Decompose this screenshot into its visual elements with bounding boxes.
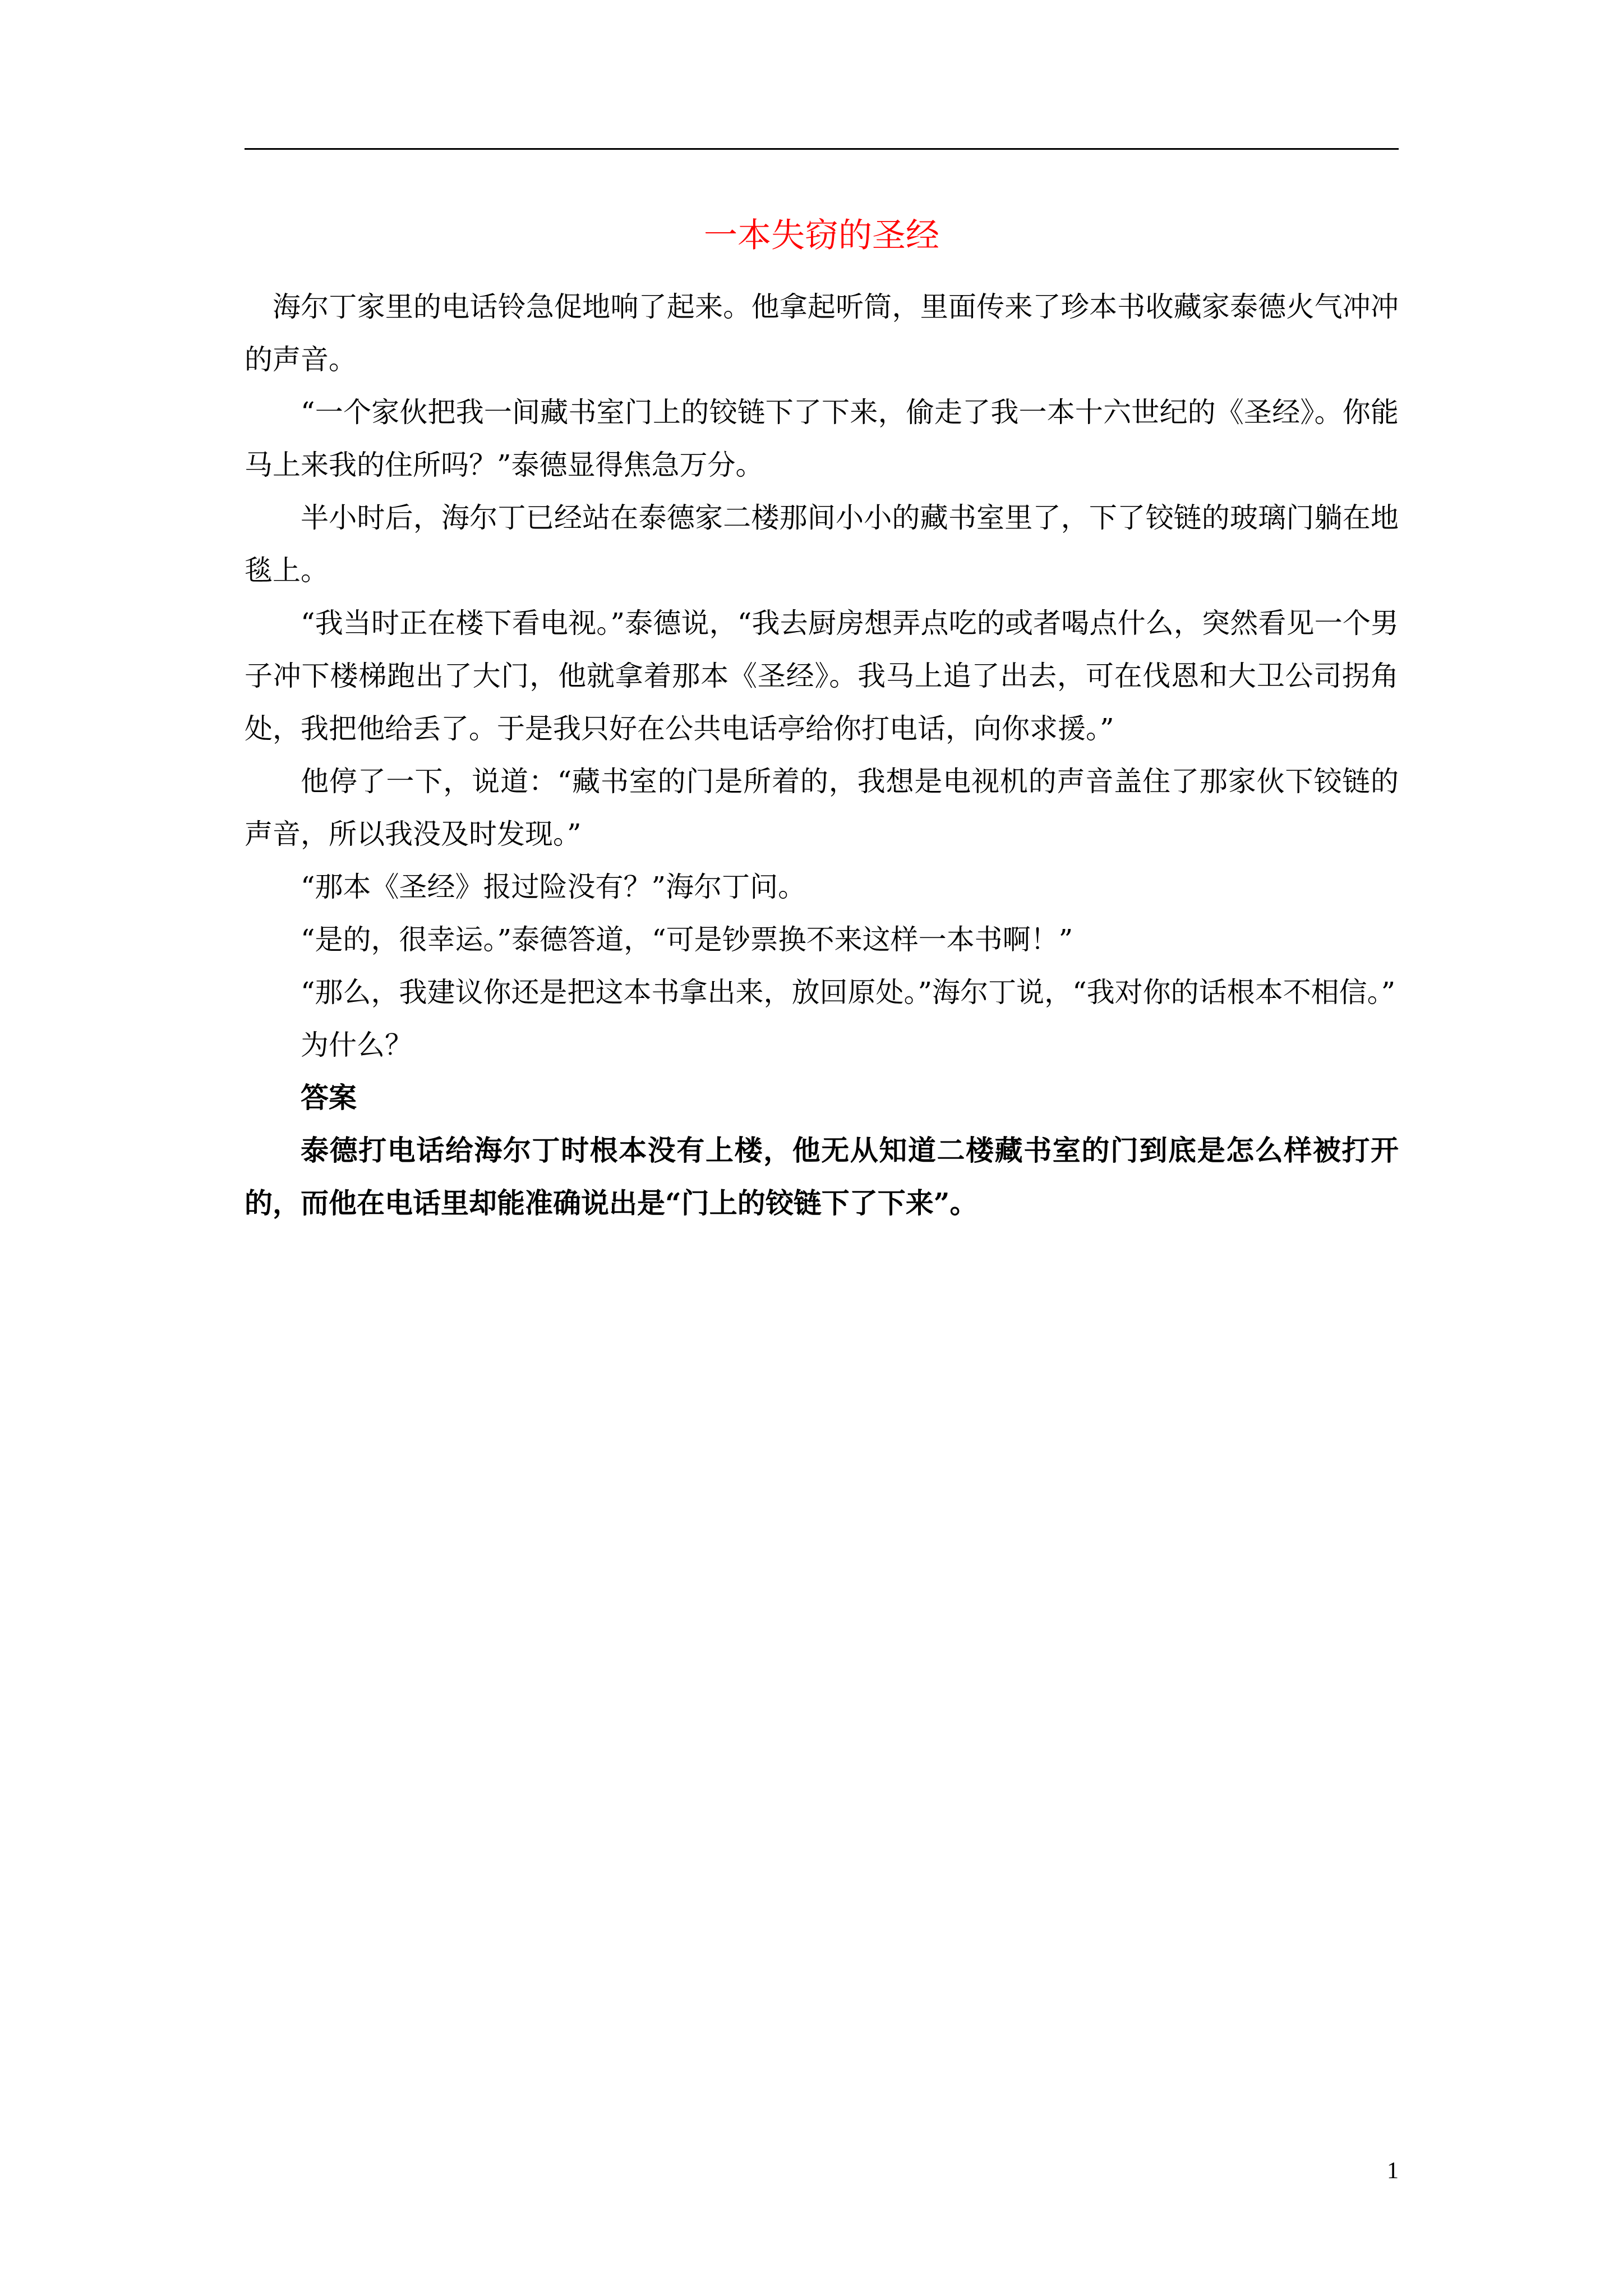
page-number: 1: [1387, 2158, 1399, 2184]
paragraph-7: “是的，很幸运。”泰德答道，“可是钞票换不来这样一本书啊！”: [301, 923, 1073, 956]
document-title: 一本失窃的圣经: [704, 216, 939, 255]
paragraph-8: “那么，我建议你还是把这本书拿出来，放回原处。”海尔丁说，“我对你的话根本不相信。”: [301, 976, 1396, 1009]
paragraph-5: 他停了一下，说道：“藏书室的门是所着的，我想是电视机的声音盖住了那家伙下铰链的声音，所以我没及时发现。”: [245, 765, 1399, 850]
question-line: 为什么？: [301, 1029, 413, 1061]
paragraph-3: 半小时后，海尔丁已经站在泰德家二楼那间小小的藏书室里了，下了铰链的玻璃门躺在地毯上。: [245, 501, 1399, 587]
header-rule: [245, 148, 1399, 150]
paragraph-2: “一个家伙把我一间藏书室门上的铰链下了下来，偷走了我一本十六世纪的《圣经》。你能马上来我的住所吗？”泰德显得焦急万分。: [245, 396, 1399, 481]
paragraph-6: “那本《圣经》报过险没有？”海尔丁问。: [301, 871, 806, 903]
paragraph-4: “我当时正在楼下看电视。”泰德说，“我去厨房想弄点吃的或者喝点什么，突然看见一个男子冲下楼梯跑出了大门，他就拿着那本《圣经》。我马上追了出去，可在伐恩和大卫公司拐角处，我把他给丢了。于是我只好在公共电话亭给你打电话，向你求援。”: [245, 607, 1399, 745]
document-body: [245, 280, 1399, 1230]
paragraph-1: 海尔丁家里的电话铃急促地响了起来。他拿起听筒，里面传来了珍本书收藏家泰德火气冲冲的声音。: [245, 291, 1399, 376]
answer-text: 泰德打电话给海尔丁时根本没有上楼，他无从知道二楼藏书室的门到底是怎么样被打开的，而他在电话里却能准确说出是“门上的铰链下了下来”。: [245, 1134, 1399, 1220]
answer-heading: 答案: [301, 1081, 357, 1114]
